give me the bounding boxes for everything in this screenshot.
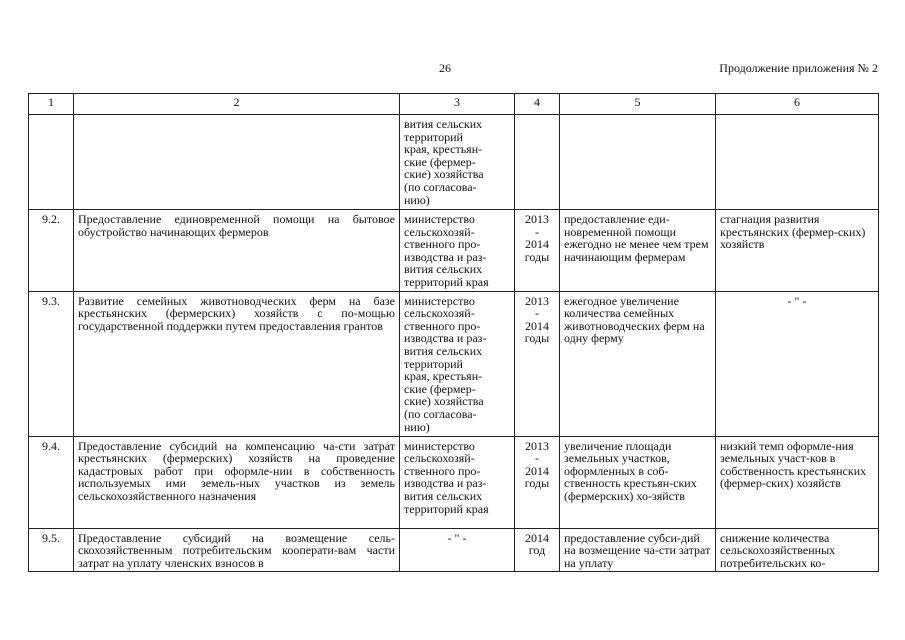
measure-description xyxy=(74,115,400,210)
term-line: 2013 xyxy=(525,212,549,226)
measure-description: Предоставление субсидий на возмещение сель-скохозяйственным потребительским кооперати-вам части затрат на уплату членских взносов в xyxy=(74,528,400,572)
header-row xyxy=(29,94,879,115)
executor-line: министерство xyxy=(404,212,475,226)
header-col-6: 6 xyxy=(716,94,879,115)
executor-line: ственного про- xyxy=(404,318,481,333)
executor-line: нию) xyxy=(404,192,430,207)
executor-line: министерство xyxy=(404,293,475,308)
term-cell xyxy=(515,528,560,572)
executor-line: вития сельских xyxy=(404,117,483,131)
term-line: - xyxy=(535,451,539,466)
executor-cell xyxy=(400,210,515,292)
table-row xyxy=(29,291,879,436)
row-number xyxy=(29,115,74,210)
row-number: 9.4. xyxy=(29,436,74,528)
executor-line: территорий края xyxy=(404,501,489,516)
term-line: год xyxy=(528,543,546,558)
consequence-cell: стагнация развития крестьянских (фермер-ских) хозяйств xyxy=(716,210,879,292)
executor-line: сельскохозяй- xyxy=(404,451,475,466)
executor-line: (по согласова- xyxy=(404,179,477,194)
executor-cell xyxy=(400,528,515,572)
executor-cell xyxy=(400,291,515,436)
measure-description: Предоставление единовременной помощи на бытовое обустройство начинающих фермеров xyxy=(74,210,400,292)
executor-line: ственного про- xyxy=(404,463,481,478)
executor-line: ские (фермер- xyxy=(404,381,476,396)
executor-line: края, крестьян- xyxy=(404,369,483,384)
header-col-1: 1 xyxy=(29,94,74,115)
consequence-cell: низкий темп оформле-ния земельных участ-ков в собственность крестьянских (фермер-ских) хозяйств xyxy=(716,436,879,528)
term-line: годы xyxy=(524,249,550,264)
page-number: 26 xyxy=(439,61,451,75)
program-table xyxy=(28,93,879,572)
measure-description: Предоставление субсидий на компенсацию ча-сти затрат крестьянских (фермерских) хозяйств на проведение кадастровых работ при оформле-нии в собственность используемых ими земель-ных участков из земель сельскохозяйственного назначения xyxy=(74,436,400,528)
executor-line: территорий края xyxy=(404,274,489,289)
executor-line: нию) xyxy=(404,419,430,434)
executor-line: (по согласова- xyxy=(404,406,477,421)
executor-line: ские) хозяйства xyxy=(404,167,484,182)
header-col-5: 5 xyxy=(560,94,716,115)
term-line: 2013 xyxy=(525,438,549,453)
executor-line: - " - xyxy=(447,530,467,545)
row-number: 9.5. xyxy=(29,528,74,572)
term-cell xyxy=(515,115,560,210)
executor-line: территорий xyxy=(404,129,463,144)
expected-result: ежегодное увеличение количества семейных животноводческих ферм на одну ферму xyxy=(560,291,716,436)
executor-line: изводства и раз- xyxy=(404,476,487,491)
term-line: 2014 xyxy=(525,318,549,333)
term-cell xyxy=(515,436,560,528)
header-col-4: 4 xyxy=(515,94,560,115)
executor-line: сельскохозяй- xyxy=(404,306,475,321)
executor-line: изводства и раз- xyxy=(404,331,487,346)
term-cell xyxy=(515,210,560,292)
expected-result: предоставление еди-новременной помощи ежегодно не менее чем трем начинающим фермерам xyxy=(560,210,716,292)
measure-description: Развитие семейных животноводческих ферм на базе крестьянских (фермерских) хозяйств с по-мощью государственной поддержки путем предоставления грантов xyxy=(74,291,400,436)
term-line: годы xyxy=(524,331,550,346)
executor-line: ские (фермер- xyxy=(404,154,476,169)
header-col-2: 2 xyxy=(74,94,400,115)
term-line: 2013 xyxy=(525,293,549,308)
executor-line: края, крестьян- xyxy=(404,142,483,157)
table-body xyxy=(29,115,879,572)
term-line: годы xyxy=(524,476,550,491)
executor-line: сельскохозяй- xyxy=(404,224,475,239)
row-number: 9.2. xyxy=(29,210,74,292)
consequence-cell: снижение количества сельскохозяйственных потребительских ко- xyxy=(716,528,879,572)
term-line: - xyxy=(535,306,539,321)
running-head: Продолжение приложения № 2 xyxy=(719,61,878,75)
table-row xyxy=(29,210,879,292)
consequence-cell: - " - xyxy=(716,291,879,436)
table-row xyxy=(29,528,879,572)
executor-cell xyxy=(400,115,515,210)
executor-line: территорий xyxy=(404,356,463,371)
executor-cell xyxy=(400,436,515,528)
term-cell xyxy=(515,291,560,436)
term-line: 2014 xyxy=(525,463,549,478)
term-line: 2014 xyxy=(525,237,549,252)
table-row xyxy=(29,115,879,210)
executor-line: ственного про- xyxy=(404,237,481,252)
expected-result xyxy=(560,115,716,210)
consequence-cell xyxy=(716,115,879,210)
expected-result: увеличение площади земельных участков, оформленных в соб-ственность крестьян-ских (фермерских) хо-зяйств xyxy=(560,436,716,528)
term-line: - xyxy=(535,224,539,239)
executor-line: вития сельских xyxy=(404,262,483,277)
expected-result: предоставление субси-дий на возмещение ча-сти затрат на уплату xyxy=(560,528,716,572)
row-number: 9.3. xyxy=(29,291,74,436)
table-row xyxy=(29,436,879,528)
executor-line: вития сельских xyxy=(404,343,483,358)
header-col-3: 3 xyxy=(400,94,515,115)
executor-line: министерство xyxy=(404,438,475,453)
executor-line: ские) хозяйства xyxy=(404,394,484,409)
executor-line: изводства и раз- xyxy=(404,249,487,264)
term-line: 2014 xyxy=(525,530,549,545)
executor-line: вития сельских xyxy=(404,488,483,503)
